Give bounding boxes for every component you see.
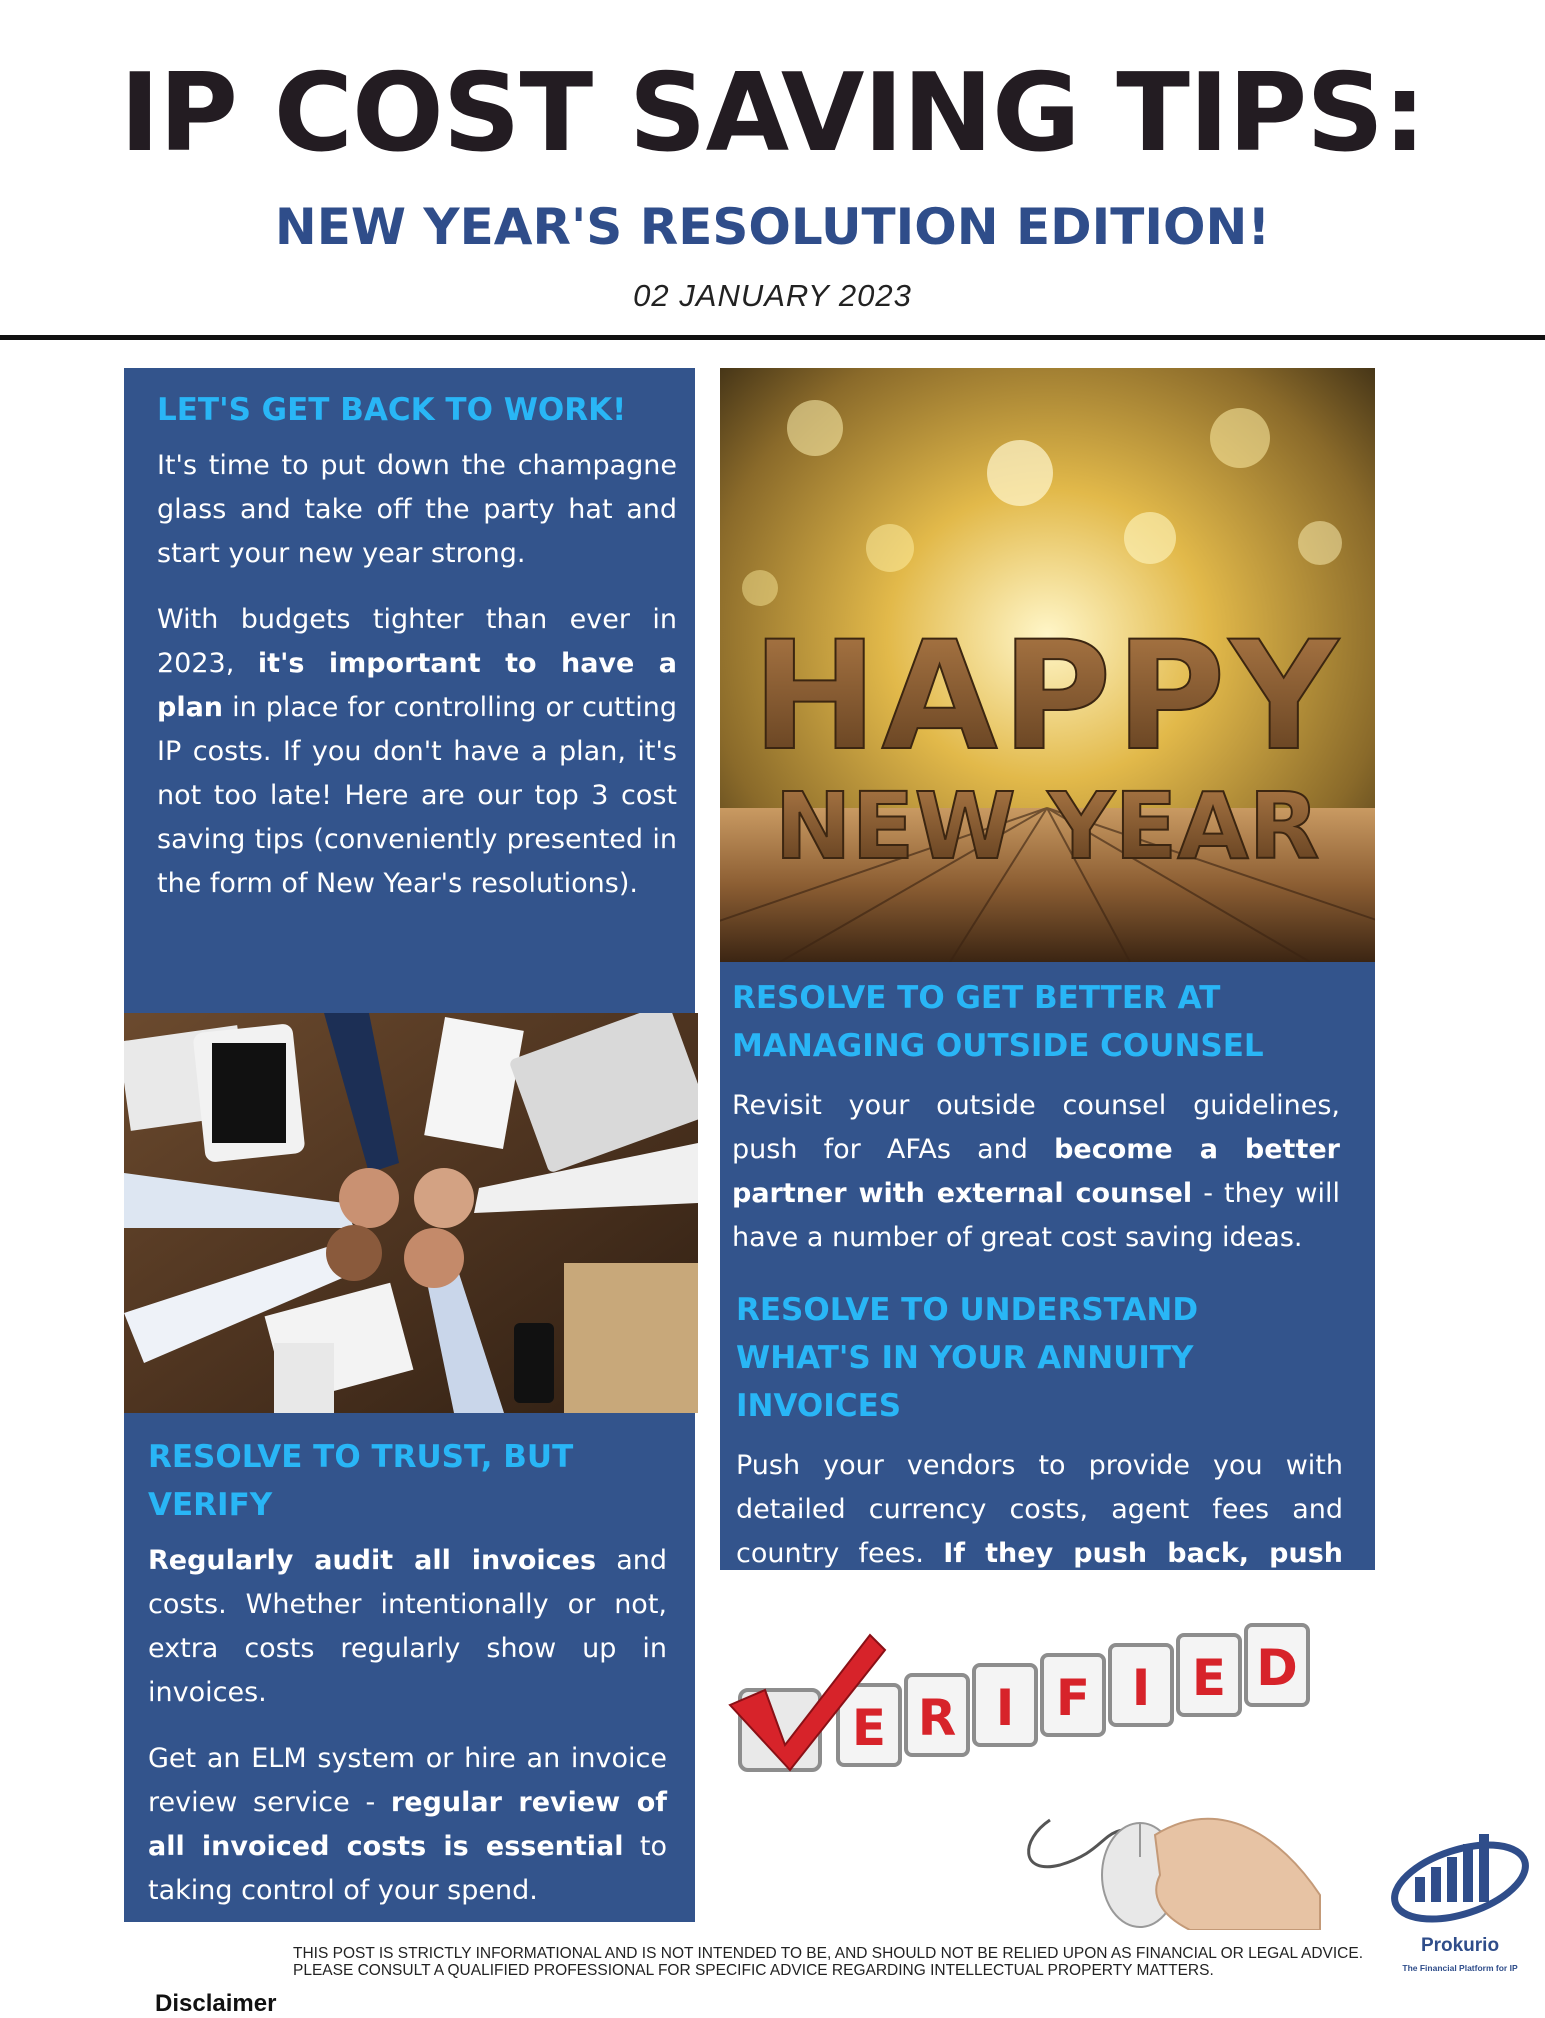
logo-tagline: The Financial Platform for IP: [1402, 1963, 1518, 1973]
publish-date: 02 JANUARY 2023: [633, 278, 912, 313]
intro-panel: [124, 368, 695, 1013]
disclaimer-text: THIS POST IS STRICTLY INFORMATIONAL AND IS NOT INTENDED TO BE, AND SHOULD NOT BE RELIED UPON AS FINANCIAL OR LEGAL ADVICE. PLEASE CONSULT A QUALIFIED PROFESSIONAL FOR SPECIFIC ADVICE REGARDING INTELLECTUAL PROPERTY MATTERS.: [293, 1945, 1364, 1979]
verify-heading: RESOLVE TO TRUST, BUT VERIFY: [148, 1439, 574, 1523]
counsel-paragraph: Revisit your outside counsel guidelines, push for AFAs and become a better partner with external counsel - they will have a number of great cost saving ideas.: [732, 1090, 1340, 1253]
page-title: IP COST SAVING TIPS:: [119, 51, 1426, 176]
verify-panel: [124, 1413, 695, 1922]
new-year-text: NEW YEAR: [774, 773, 1320, 880]
intro-heading: LET'S GET BACK TO WORK!: [157, 392, 627, 428]
verified-letter: R: [917, 1689, 957, 1747]
verified-letter: F: [1055, 1669, 1091, 1727]
annuity-paragraph: Push your vendors to provide you with detailed currency costs, agent fees and country fees. If they push back, push: [736, 1450, 1343, 1569]
disclaimer-label: Disclaimer: [155, 1990, 277, 2017]
teamwork-photo: [124, 1013, 698, 1413]
verified-letter: I: [995, 1679, 1015, 1737]
logo-name: Prokurio: [1420, 1935, 1500, 1956]
header-divider: [0, 335, 1545, 340]
page-subtitle: NEW YEAR'S RESOLUTION EDITION!: [274, 198, 1271, 256]
intro-paragraph-2: With budgets tighter than ever in 2023, it's important to have a plan in place for controlling or cutting IP costs. If you don't have a plan, it's not too late! Here are our top 3 cost saving tips (conveniently presented in the form of New Year's resolutions).: [157, 604, 677, 899]
verified-letter: E: [1191, 1649, 1227, 1707]
verified-image: [720, 1595, 1375, 1930]
intro-paragraph-1: It's time to put down the champagne glass and take off the party hat and start your new year strong.: [157, 450, 677, 569]
verify-paragraph-1: Regularly audit all invoices and costs. Whether intentionally or not, extra costs regularly show up in invoices.: [148, 1545, 667, 1708]
counsel-panel: [720, 962, 1375, 1272]
annuity-heading: RESOLVE TO UNDERSTAND WHAT'S IN YOUR ANNUITY INVOICES: [736, 1292, 1199, 1424]
happy-text: HAPPY: [751, 610, 1343, 784]
verified-letter: I: [1131, 1659, 1151, 1717]
happy-new-year-image: [720, 368, 1375, 962]
verify-paragraph-2: Get an ELM system or hire an invoice review service - regular review of all invoiced costs is essential to taking control of your spend.: [148, 1743, 667, 1906]
counsel-heading: RESOLVE TO GET BETTER AT MANAGING OUTSIDE COUNSEL: [732, 980, 1264, 1064]
verified-letter: D: [1256, 1639, 1298, 1697]
verified-letter: E: [851, 1699, 887, 1757]
annuity-panel: [720, 1272, 1375, 1570]
